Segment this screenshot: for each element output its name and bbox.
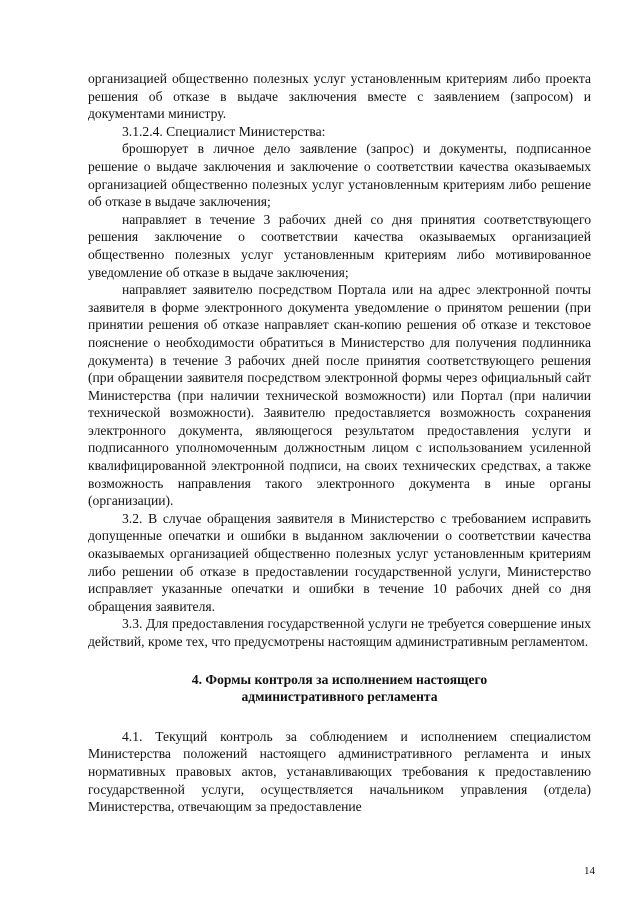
section-heading-line-1: 4. Формы контроля за исполнением настоящего	[191, 671, 488, 687]
paragraph-notify-applicant: направляет заявителю посредством Портала или на адрес электронной почты заявителя в форме электронного документа уведомление о принятом решении (при принятии решения об отказе направляет скан-копию решения об отказе и текстовое пояснение о необходимости обратиться в Министерство для получения подлинника документа) в течение 3 рабочих дней после принятия соответствующего решения (при обращении заявителя посредством электронной формы через официальный сайт Министерства (при наличии технической возможности) или Портал (при наличии технической возможности). Заявителю предоставляется возможность сохранения электронного документа, являющегося результатом предоставления услуги и подписанного уполномоченным должностным лицом с использованием усиленной квалифицированной электронной подписи, на своих технических средствах, а также возможность направления такого электронного документа в иные органы (организации).	[88, 282, 591, 509]
paragraph-3-2: 3.2. В случае обращения заявителя в Министерство с требованием исправить допущенные опечатки и ошибки в выданном заключении о соответствии качества оказываемых организацией общественно полезных услуг установленным критериям либо решении об отказе в предоставлении государственной услуги, Министерство исправляет указанные опечатки и ошибки в течение 10 рабочих дней со дня обращения заявителя.	[88, 510, 591, 614]
paragraph-4-1: 4.1. Текущий контроль за соблюдением и исполнением специалистом Министерства положений настоящего административного регламента и иных нормативных правовых актов, устанавливающих требования к предоставлению государственной услуги, осуществляется начальником управления (отдела) Министерства, отвечающим за предоставление	[88, 728, 591, 815]
page-number: 14	[584, 865, 595, 877]
paragraph-send-conclusion: направляет в течение 3 рабочих дней со дня принятия соответствующего решения заключение о соответствии качества оказываемых организацией общественно полезных услуг установленным критериям либо мотивированное уведомление об отказе в выдаче заключения;	[88, 211, 591, 280]
section-heading-line-2: административного регламента	[241, 689, 438, 705]
paragraph-continuation: организацией общественно полезных услуг установленным критериям либо проекта решения об отказе в выдаче заключения вместе с заявлением (запросом) и документами министру.	[88, 71, 591, 122]
paragraph-bind-documents: брошюрует в личное дело заявление (запрос) и документы, подписанное решение о выдаче заключения и заключение о соответствии качества оказываемых организацией общественно полезных услуг установленным критериям либо решение об отказе в выдаче заключения;	[88, 141, 591, 210]
section-heading	[88, 671, 591, 706]
paragraph-3-1-2-4: 3.1.2.4. Специалист Министерства:	[122, 123, 326, 139]
paragraph-3-3: 3.3. Для предоставления государственной услуги не требуется совершение иных действий, кроме тех, что предусмотрены настоящим административным регламентом.	[88, 616, 591, 649]
document-body	[88, 70, 591, 816]
